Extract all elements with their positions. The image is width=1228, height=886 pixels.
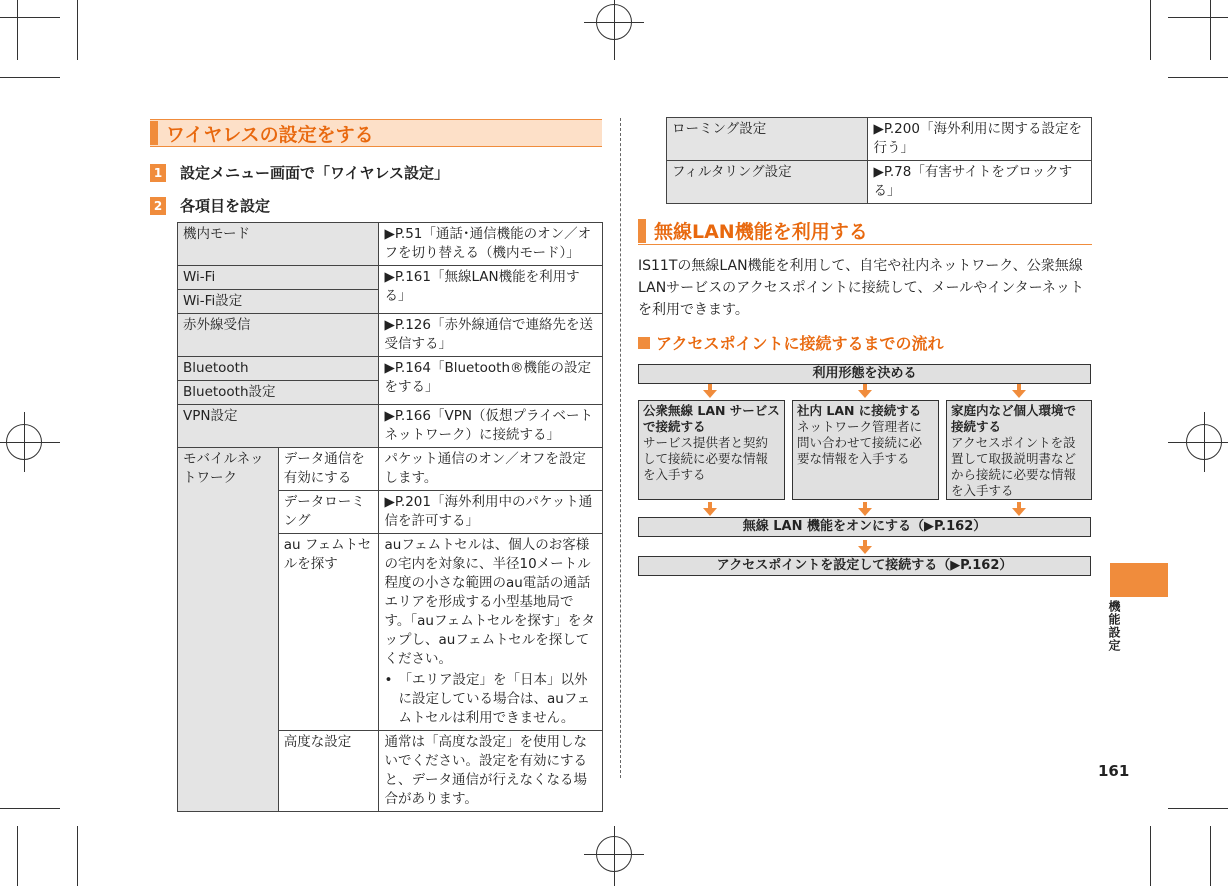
- option-title: 公衆無線 LAN サービスで接続する: [643, 403, 780, 434]
- table-row: [178, 448, 603, 491]
- table-row: [178, 266, 603, 290]
- sub-heading: [638, 331, 944, 354]
- column-divider: [620, 118, 621, 778]
- option-title: 社内 LAN に接続する: [797, 403, 922, 418]
- femto-description: auフェムトセルは、個人のお客様の宅内を対象に、半径10メートル程度の小さな範囲のau電話の通話エリアを形成する小型基地局です。「auフェムトセルを探す」をタップし、auフェムトセルを探してください。: [384, 537, 595, 667]
- row-value: ▶P.161「無線LAN機能を利用する」: [379, 266, 603, 314]
- step-text: 設定メニュー画面で「ワイヤレス設定」: [180, 164, 449, 182]
- step-text: 各項目を設定: [180, 197, 271, 215]
- row-label: 赤外線受信: [178, 314, 379, 357]
- crop-mark: [17, 826, 18, 886]
- table-row: [178, 223, 603, 266]
- down-arrow-icon: [703, 508, 717, 516]
- registration-mark: [584, 0, 644, 60]
- row-value: [379, 534, 603, 731]
- flow-option-home: [946, 400, 1092, 500]
- crop-mark: [1210, 0, 1211, 60]
- row-value: ▶P.166「VPN（仮想プライベートネットワーク）に接続する」: [379, 405, 603, 448]
- option-text: アクセスポイントを設置して取扱説明書などから接続に必要な情報を入手する: [951, 435, 1077, 498]
- crop-mark: [1168, 808, 1228, 809]
- heading-bar: [638, 219, 646, 243]
- table-row: [178, 405, 603, 448]
- flow-step-connect: アクセスポイントを設定して接続する（▶P.162）: [638, 556, 1091, 576]
- chapter-tab: [1110, 563, 1168, 597]
- table-row: [667, 161, 1092, 204]
- heading-bar: [150, 121, 158, 145]
- row-sublabel: au フェムトセルを探す: [278, 534, 379, 731]
- registration-mark: [584, 826, 644, 886]
- down-arrow-icon: [858, 390, 872, 398]
- row-label: Wi-Fi: [178, 266, 379, 290]
- row-value: ▶P.200「海外利用に関する設定を行う」: [868, 118, 1092, 161]
- crop-mark: [0, 17, 60, 18]
- option-title: 家庭内など個人環境で接続する: [951, 403, 1077, 434]
- crop-mark: [1168, 77, 1228, 78]
- row-label: 機内モード: [178, 223, 379, 266]
- row-value: ▶P.164「Bluetooth®機能の設定をする」: [379, 357, 603, 405]
- down-arrow-icon: [1012, 508, 1026, 516]
- table-row: [178, 314, 603, 357]
- row-value: 通常は「高度な設定」を使用しないでください。設定を有効にすると、データ通信が行えなくなる場合があります。: [379, 731, 603, 812]
- down-arrow-icon: [703, 390, 717, 398]
- crop-mark: [1150, 0, 1151, 60]
- flow-step-enable: 無線 LAN 機能をオンにする（▶P.162）: [638, 517, 1091, 537]
- crop-mark: [77, 0, 78, 60]
- option-text: ネットワーク管理者に問い合わせて接続に必要な情報を入手する: [797, 419, 923, 466]
- step-2: [150, 195, 270, 216]
- row-value: ▶P.126「赤外線通信で連絡先を送受信する」: [379, 314, 603, 357]
- crop-mark: [0, 77, 60, 78]
- step-1: [150, 162, 449, 183]
- row-value: ▶P.201「海外利用中のパケット通信を許可する」: [379, 491, 603, 534]
- row-label: フィルタリング設定: [667, 161, 868, 204]
- page-number: 161: [1098, 762, 1130, 780]
- intro-paragraph: IS11Tの無線LAN機能を利用して、自宅や社内ネットワーク、公衆無線LANサービスのアクセスポイントに接続して、メールやインターネットを利用できます。: [638, 258, 1084, 318]
- crop-mark: [1150, 826, 1151, 886]
- row-sublabel: 高度な設定: [278, 731, 379, 812]
- crop-mark: [1210, 826, 1211, 886]
- table-row: [178, 357, 603, 381]
- down-arrow-icon: [1012, 390, 1026, 398]
- row-label: Bluetooth設定: [178, 381, 379, 405]
- row-value: ▶P.78「有害サイトをブロックする」: [868, 161, 1092, 204]
- crop-mark: [77, 826, 78, 886]
- row-label: Wi-Fi設定: [178, 290, 379, 314]
- bullet-icon: •: [384, 672, 393, 688]
- square-icon: [638, 337, 650, 349]
- registration-mark: [1168, 412, 1228, 472]
- flow-option-public: [638, 400, 785, 500]
- flow-start: 利用形態を決める: [638, 364, 1091, 384]
- crop-mark: [0, 808, 60, 809]
- femto-note: [384, 671, 597, 728]
- sub-heading-text: アクセスポイントに接続するまでの流れ: [656, 334, 944, 353]
- row-label: モバイルネットワーク: [178, 448, 279, 812]
- row-label: Bluetooth: [178, 357, 379, 381]
- row-value: パケット通信のオン／オフを設定します。: [379, 448, 603, 491]
- table-row: [667, 118, 1092, 161]
- section-heading: [638, 217, 1092, 245]
- step-number: 1: [150, 164, 166, 182]
- flow-option-office: [792, 400, 939, 500]
- section-heading: [150, 119, 602, 147]
- settings-table-continued: [666, 117, 1092, 204]
- row-sublabel: データローミング: [278, 491, 379, 534]
- row-label: ローミング設定: [667, 118, 868, 161]
- down-arrow-icon: [858, 546, 872, 554]
- crop-mark: [1168, 17, 1228, 18]
- row-value: ▶P.51「通話･通信機能のオン／オフを切り替える（機内モード）」: [379, 223, 603, 266]
- crop-mark: [17, 0, 18, 60]
- row-sublabel: データ通信を有効にする: [278, 448, 379, 491]
- settings-table: [177, 222, 603, 812]
- step-number: 2: [150, 197, 166, 215]
- option-text: サービス提供者と契約して接続に必要な情報を入手する: [643, 435, 769, 482]
- row-label: VPN設定: [178, 405, 379, 448]
- note-text: 「エリア設定」を「日本」以外に設定している場合は、auフェムトセルは利用できません。: [398, 672, 591, 726]
- down-arrow-icon: [858, 508, 872, 516]
- chapter-label: 機能設定: [1107, 600, 1121, 652]
- registration-mark: [0, 412, 60, 472]
- section-title: ワイヤレスの設定をする: [166, 123, 374, 146]
- section-title: 無線LAN機能を利用する: [654, 221, 868, 243]
